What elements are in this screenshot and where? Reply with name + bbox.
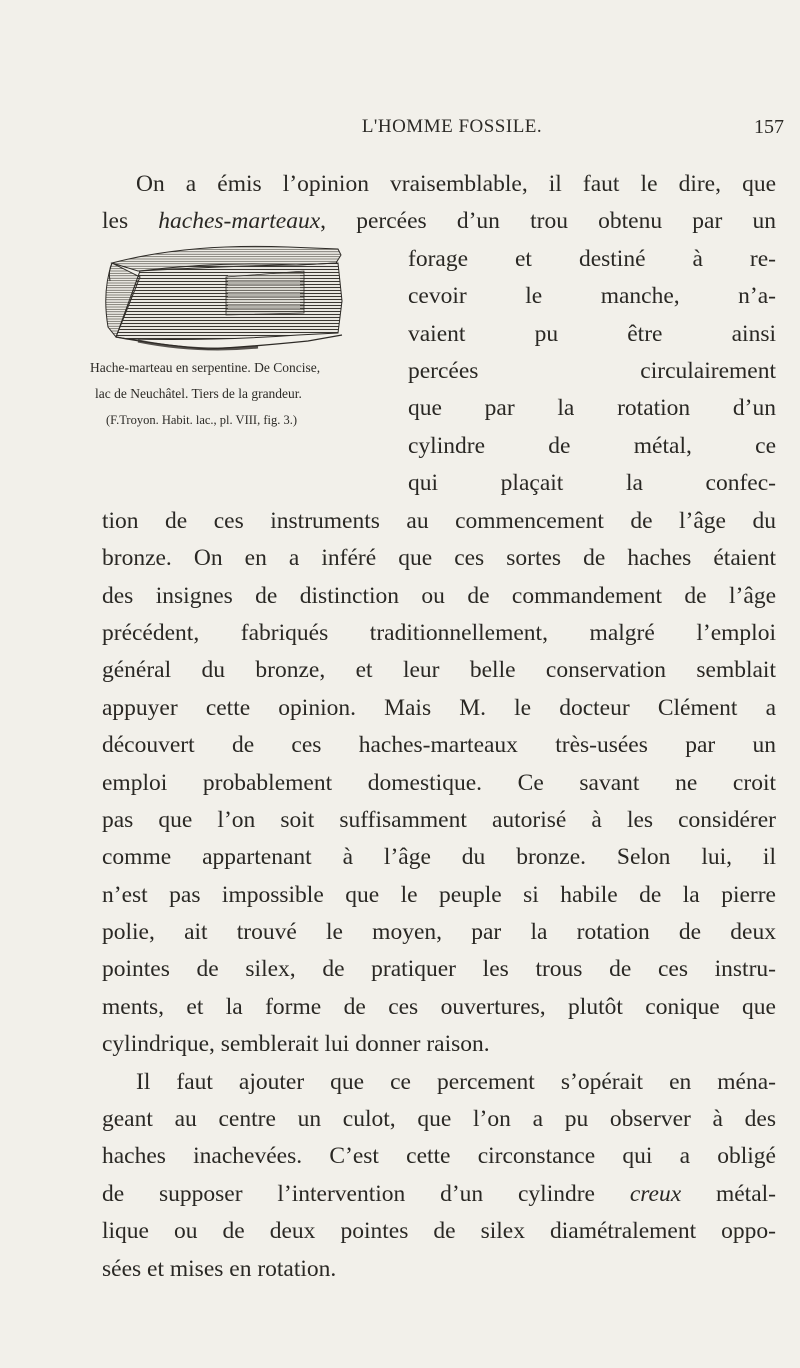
figure-row [90,241,776,503]
text-line: Il faut ajouter que ce percement s’opérait en ména- [136,1068,776,1095]
running-title: L'HOMME FOSSILE. [361,116,543,137]
wrapped-text-column [408,241,776,503]
text-fragment: de supposer l’intervention d’un cylindre [102,1180,630,1207]
text-line: lique ou de deux pointes de silex diamétralement oppo- [102,1218,776,1245]
text-line: qui plaçait la confec- [408,470,776,497]
caption-line: Hache-marteau en serpentine. De Concise, [90,359,321,375]
text-line: pas que l’on soit suffisamment autorisé à les considérer [102,806,776,833]
body-text [90,166,776,1288]
text-line: bronze. On en a inféré que ces sortes de haches étaient [102,545,776,572]
text-line: ments, et la forme de ces ouvertures, plutôt conique que [102,993,776,1020]
text-line: précédent, fabriqués traditionnellement, malgré l’emploi [102,619,776,646]
emphasis-haches-marteaux: haches-marteaux [158,208,321,235]
text-line: pointes de silex, de pratiquer les trous de ces instru- [102,956,776,983]
text-line: cylindre de métal, ce [408,432,776,459]
text-line: emploi probablement domestique. Ce savant ne croit [102,769,776,796]
text-line: haches inachevées. C’est cette circonstance qui a obligé [102,1143,776,1170]
running-head [120,116,784,140]
text-line: vaient pu être ainsi [408,320,776,347]
text-line: n’est pas impossible que le peuple si habile de la pierre [102,881,776,908]
emphasis-creux: creux [629,1180,682,1207]
text-line [102,1176,776,1213]
text-line: cevoir le manche, n’a- [408,283,776,310]
text-line: découvert de ces haches-marteaux très-usées par un [102,732,776,759]
text-line: cylindrique, semblerait lui donner raison. [102,1031,490,1058]
text-line [102,203,776,240]
text-line: sées et mises en rotation. [102,1255,337,1282]
caption-line: (F.Troyon. Habit. lac., pl. VIII, fig. 3.) [106,412,297,427]
text-line: des insignes de distinction ou de commandement de l’âge [102,582,776,609]
text-line: que par la rotation d’un [408,395,776,422]
page-number: 157 [754,116,784,138]
text-line: tion de ces instruments au commencement de l’âge du [102,507,776,534]
text-line: appuyer cette opinion. Mais M. le docteur Clément a [102,694,776,721]
text-line: percées circulairement [408,357,776,384]
text-line: polie, ait trouvé le moyen, par la rotation de deux [102,919,776,946]
text-line: geant au centre un culot, que l’on a pu observer à des [102,1106,776,1133]
text-line: forage et destiné à re- [408,245,776,272]
text-line: On a émis l’opinion vraisemblable, il faut le dire, que [136,171,776,197]
text-fragment: , percées d’un trou obtenu par un [320,208,776,235]
text-fragment: les [102,208,159,235]
caption-line: lac de Neuchâtel. Tiers de la grandeur. [95,385,302,401]
text-fragment: métal- [681,1180,776,1207]
text-line: général du bronze, et leur belle conservation semblait [102,657,776,684]
hammer-axe-illustration [98,241,348,353]
figure-caption [90,355,430,433]
text-line: comme appartenant à l’âge du bronze. Selon lui, il [102,844,776,871]
